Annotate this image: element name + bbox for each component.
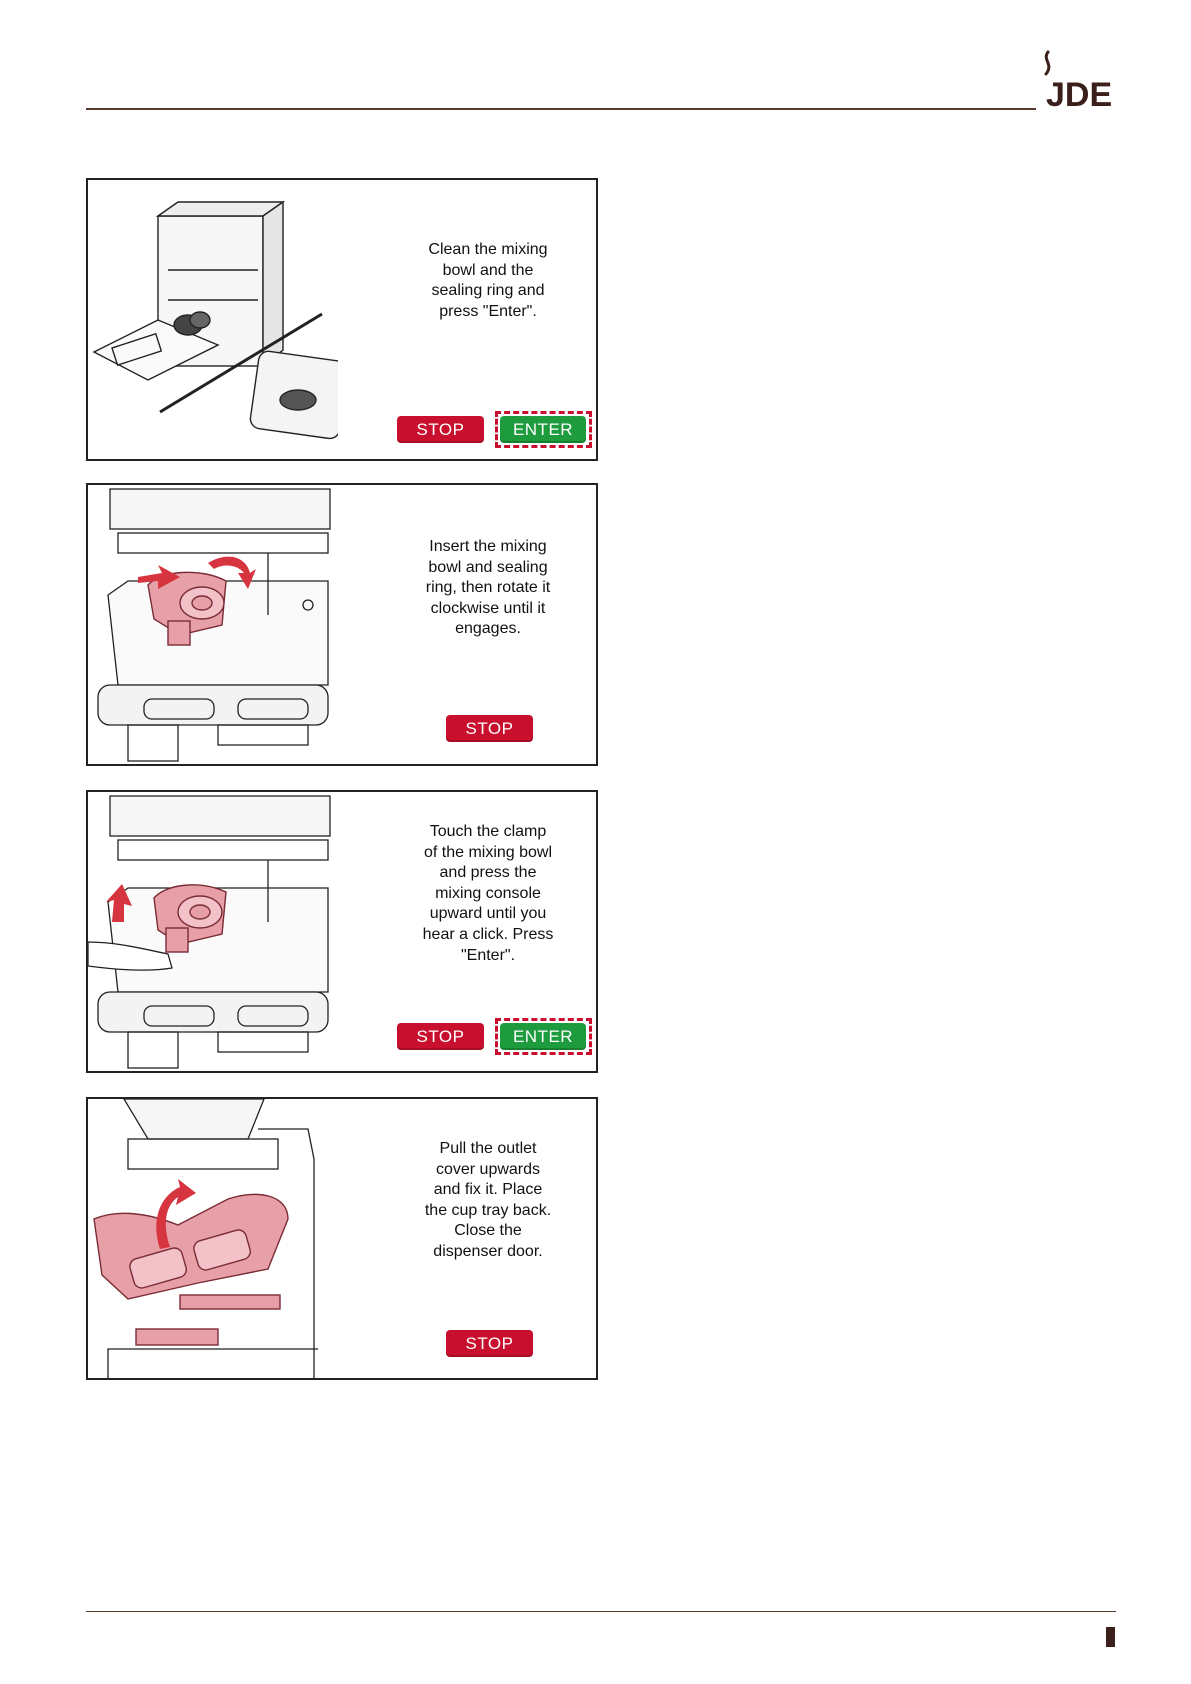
outlet-cover-icon bbox=[88, 1099, 338, 1378]
enter-button[interactable]: ENTER bbox=[500, 1023, 586, 1050]
instruction-text: Insert the mixing bowl and sealing ring, then rotate it clockwise until it engages. bbox=[425, 538, 551, 638]
step-panel-2 bbox=[86, 483, 598, 766]
enter-button[interactable]: ENTER bbox=[500, 416, 586, 443]
stop-button[interactable]: STOP bbox=[446, 1330, 533, 1357]
dishwasher-icon bbox=[88, 180, 338, 459]
page-marker bbox=[1106, 1627, 1115, 1647]
step-panel-1 bbox=[86, 178, 598, 461]
instruction-text: Clean the mixing bowl and the sealing ring and press "Enter". bbox=[428, 241, 548, 320]
stop-button[interactable]: STOP bbox=[446, 715, 533, 742]
jde-logo bbox=[1040, 50, 1120, 112]
mixing-console-clamp-icon bbox=[88, 792, 338, 1071]
header-rule bbox=[86, 108, 1036, 110]
step-panel-4 bbox=[86, 1097, 598, 1380]
footer-rule bbox=[86, 1611, 1116, 1612]
instruction-text: Pull the outlet cover upwards and fix it. Place the cup tray back. Close the dispenser door. bbox=[424, 1140, 552, 1260]
instruction-text: Touch the clamp of the mixing bowl and press the mixing console upward until you hear a click. Press "Enter". bbox=[422, 823, 554, 964]
stop-button[interactable]: STOP bbox=[397, 416, 484, 443]
step-panel-3 bbox=[86, 790, 598, 1073]
logo-text: JDE bbox=[1046, 76, 1113, 112]
mixing-bowl-insert-icon bbox=[88, 485, 338, 764]
stop-button[interactable]: STOP bbox=[397, 1023, 484, 1050]
